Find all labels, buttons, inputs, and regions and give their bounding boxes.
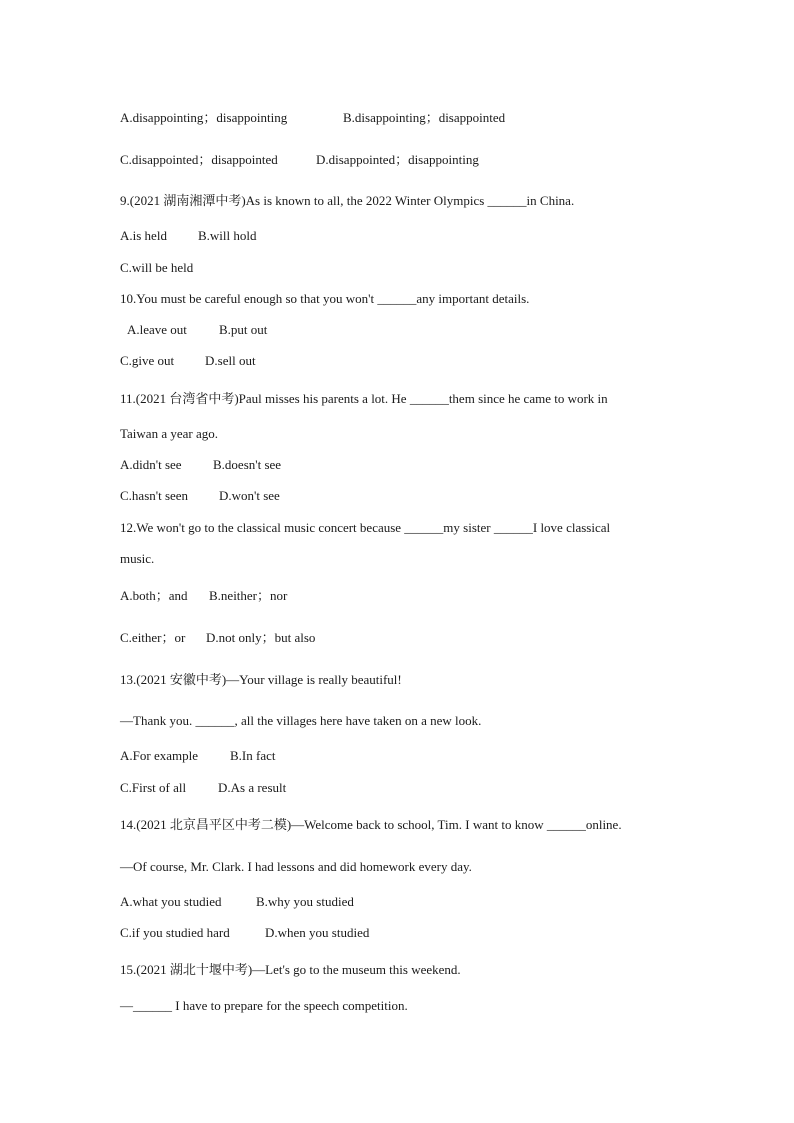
- q13-option-c: C.First of all: [120, 780, 187, 795]
- q13-stem-line-2: —Thank you. ______, all the villages here have taken on a new look.: [120, 713, 482, 728]
- q11-option-b: B.doesn't see: [213, 457, 282, 472]
- q10-option-d: D.sell out: [205, 353, 256, 368]
- q8-option-b: B.disappointing；disappointed: [343, 110, 506, 125]
- q14-option-b: B.why you studied: [256, 894, 354, 909]
- q10-option-a: A.leave out: [127, 322, 187, 337]
- q11-option-d: D.won't see: [219, 488, 280, 503]
- q13-stem-line-1: 13.(2021 安徽中考)—Your village is really beautiful!: [120, 672, 402, 687]
- q11-option-c: C.hasn't seen: [120, 488, 189, 503]
- q14-stem-line-1: 14.(2021 北京昌平区中考二模)—Welcome back to school, Tim. I want to know ______online.: [120, 817, 622, 832]
- q9-option-b: B.will hold: [198, 228, 257, 243]
- q12-option-a: A.both；and: [120, 588, 188, 603]
- q14-option-c: C.if you studied hard: [120, 925, 230, 940]
- q12-option-d: D.not only；but also: [206, 630, 316, 645]
- q12-stem-line-1: 12.We won't go to the classical music concert because ______my sister ______I love classical: [120, 520, 611, 535]
- q14-option-d: D.when you studied: [265, 925, 370, 940]
- q10-option-c: C.give out: [120, 353, 175, 368]
- q8-option-a: A.disappointing；disappointing: [120, 110, 288, 125]
- q13-option-d: D.As a result: [218, 780, 287, 795]
- q15-stem-line-2: —______ I have to prepare for the speech competition.: [120, 998, 408, 1013]
- q9-option-c: C.will be held: [120, 260, 194, 275]
- q14-stem-line-2: —Of course, Mr. Clark. I had lessons and did homework every day.: [120, 859, 472, 874]
- q8-option-d: D.disappointed；disappointing: [316, 152, 479, 167]
- q15-stem-line-1: 15.(2021 湖北十堰中考)—Let's go to the museum this weekend.: [120, 962, 461, 977]
- q13-option-b: B.In fact: [230, 748, 276, 763]
- q12-option-c: C.either；or: [120, 630, 186, 645]
- q12-option-b: B.neither；nor: [209, 588, 288, 603]
- q11-option-a: A.didn't see: [120, 457, 182, 472]
- q11-stem-line-1: 11.(2021 台湾省中考)Paul misses his parents a lot. He ______them since he came to work in: [120, 391, 608, 406]
- q14-option-a: A.what you studied: [120, 894, 222, 909]
- q10-option-b: B.put out: [219, 322, 268, 337]
- q10-stem: 10.You must be careful enough so that you won't ______any important details.: [120, 291, 530, 306]
- q8-option-c: C.disappointed；disappointed: [120, 152, 278, 167]
- q13-option-a: A.For example: [120, 748, 198, 763]
- q11-stem-line-2: Taiwan a year ago.: [120, 426, 218, 441]
- q9-option-a: A.is held: [120, 228, 167, 243]
- q9-stem: 9.(2021 湖南湘潭中考)As is known to all, the 2022 Winter Olympics ______in China.: [120, 193, 575, 208]
- q12-stem-line-2: music.: [120, 551, 155, 566]
